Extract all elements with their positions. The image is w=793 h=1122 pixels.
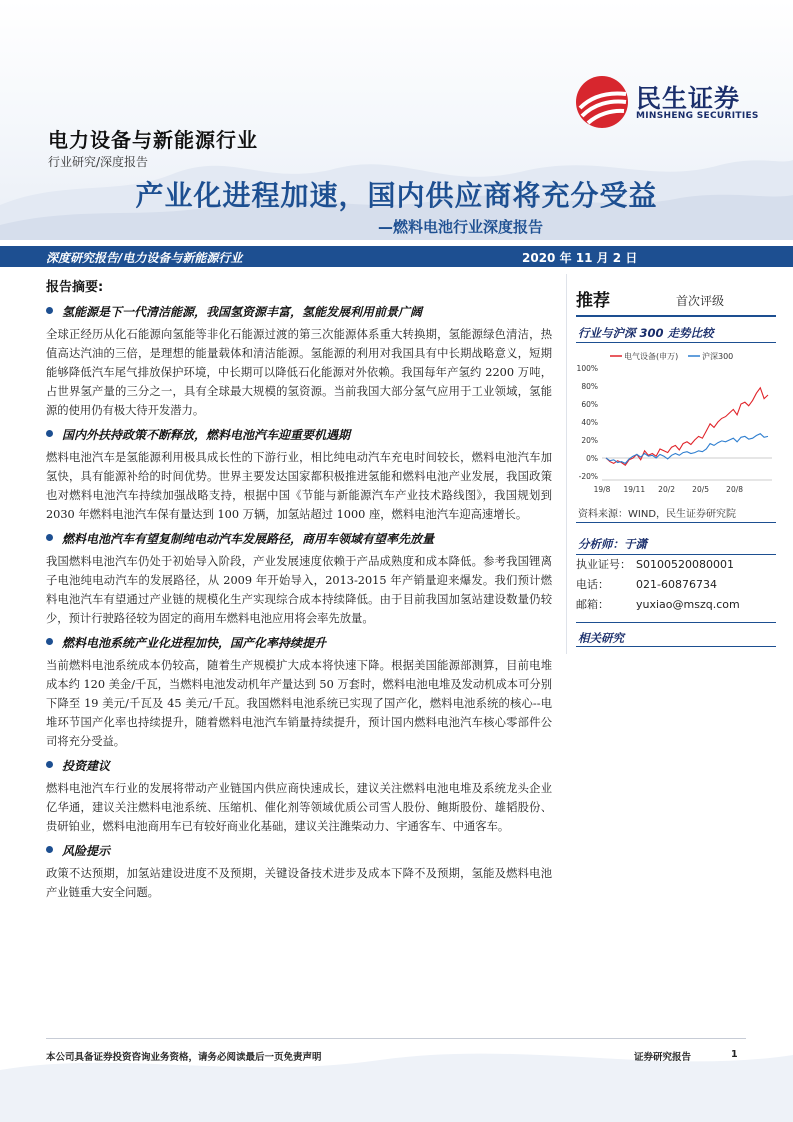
section-heading-text: 投资建议 [62, 759, 111, 773]
analyst-row [576, 575, 776, 595]
x-tick-label: 19/11 [623, 485, 646, 494]
rule-line [576, 622, 776, 623]
logo-mark-icon [574, 74, 630, 130]
section-heading-text: 国内外扶持政策不断释放，燃料电池汽车迎重要机遇期 [62, 428, 351, 442]
y-tick-label: 80% [581, 382, 598, 391]
analyst-info [576, 555, 776, 615]
y-tick-label: 40% [581, 418, 598, 427]
series-line-industry [606, 388, 768, 465]
bullet-icon [46, 534, 53, 541]
info-value: S0100520080001 [636, 558, 734, 571]
logo-english-name: MINSHENG SECURITIES [636, 111, 759, 121]
legend-label-hs300: 沪深300 [702, 352, 734, 361]
y-tick-label: 20% [581, 436, 598, 445]
section-heading [46, 303, 552, 320]
info-label: 邮箱： [576, 598, 609, 611]
footer-label: 证券研究报告 [634, 1052, 692, 1063]
report-type: 行业研究/深度报告 [48, 155, 149, 169]
section-heading-text: 燃料电池汽车有望复制纯电动汽车发展路径，商用车领域有望率先放量 [62, 532, 435, 546]
logo-name: 民生证券 [636, 84, 741, 113]
industry-title: 电力设备与新能源行业 [48, 128, 258, 152]
section-heading [46, 426, 552, 443]
y-tick-label: 60% [581, 400, 598, 409]
legend-label-industry: 电气设备(申万) [624, 352, 679, 361]
x-tick-label: 19/8 [593, 485, 611, 494]
column-divider [566, 274, 567, 654]
info-label: 执业证号： [576, 558, 631, 571]
chart-title: 行业与沪深 300 走势比较 [578, 326, 714, 340]
band-report-category: 深度研究报告/电力设备与新能源行业 [46, 251, 243, 265]
rule-line [576, 315, 776, 317]
section-body: 我国燃料电池汽车仍处于初始导入阶段，产业发展速度依赖于产品成熟度和成本降低。参考我国锂离子电池纯电动汽车的发展路径，从 2009 年开始导入，2013-2015 年产销量迎来爆发。我们预计燃料电池汽车有望通过产业链的规模化生产实现综合成本持续降低。由于目前我国加氢站建设数量仍较少，预计行驶路径较为固定的商用车燃料电池应用将会率先放量。 [46, 555, 552, 625]
chart-source: 资料来源：WIND，民生证券研究院 [578, 509, 737, 520]
info-value: yuxiao@mszq.com [636, 598, 740, 611]
section-heading-text: 燃料电池系统产业化进程加快，国产化率持续提升 [62, 636, 327, 650]
section-heading [46, 757, 552, 774]
bullet-icon [46, 761, 53, 768]
analyst-row [576, 595, 776, 615]
section-heading-text: 氢能源是下一代清洁能源，我国氢资源丰富，氢能发展利用前景广阔 [62, 305, 423, 319]
rule-line [576, 342, 776, 343]
footer-rule [46, 1038, 746, 1039]
y-tick-label: 100% [576, 364, 598, 373]
summary-title: 报告摘要: [46, 280, 104, 295]
y-tick-label: 0% [586, 454, 598, 463]
section-body: 燃料电池汽车行业的发展将带动产业链国内供应商快速成长，建议关注燃料电池电堆及系统龙头企业亿华通，建议关注燃料电池系统、压缩机、催化剂等领域优质公司雪人股份、鲍斯股份、雄韬股份、贵研铂业，燃料电池商用车已有较好商业化基础，建议关注潍柴动力、宇通客车、中通客车。 [46, 782, 552, 833]
footer-disclaimer: 本公司具备证券投资咨询业务资格，请务必阅读最后一页免责声明 [46, 1052, 322, 1063]
info-value: 021-60876734 [636, 578, 717, 591]
analyst-title: 分析师：于潇 [578, 537, 647, 551]
section-heading [46, 530, 552, 547]
rating: 首次评级 [676, 294, 725, 308]
section-heading [46, 634, 552, 651]
bullet-icon [46, 846, 53, 853]
page-number: 1 [731, 1049, 738, 1060]
bullet-icon [46, 307, 53, 314]
analyst-row [576, 555, 776, 575]
report-title: 产业化进程加速，国内供应商将充分受益 [135, 179, 658, 212]
report-subtitle: —燃料电池行业深度报告 [377, 218, 543, 236]
section-body: 政策不达预期，加氢站建设进度不及预期，关键设备技术进步及成本下降不及预期，氢能及燃料电池产业链重大安全问题。 [46, 867, 552, 899]
section-body: 当前燃料电池系统成本仍较高，随着生产规模扩大成本将快速下降。根据美国能源部测算，目前电堆成本约 120 美金/千瓦，当燃料电池发动机年产量达到 50 万套时，燃料电池电堆及发动机成本可分别下降至 19 美元/千瓦及 45 美元/千瓦。我国燃料电池系统已实现了国产化，燃料电池系统的核心--电堆环节国产化率也持续提升，随着燃料电池汽车销量持续提升，预计国内燃料电池汽车核心零部件公司将充分受益。 [46, 659, 552, 748]
trend-chart [572, 346, 778, 498]
y-tick-label: -20% [578, 472, 598, 481]
related-research-title: 相关研究 [578, 631, 624, 645]
section-heading-text: 风险提示 [62, 844, 111, 858]
section-heading [46, 842, 552, 859]
recommendation: 推荐 [576, 291, 610, 311]
section-body: 全球正经历从化石能源向氢能等非化石能源过渡的第三次能源体系重大转换期，氢能源绿色清洁，热值高达汽油的三倍，是理想的能量载体和清洁能源。氢能源的利用对我国具有中长期战略意义，短期能够降低汽车尾气排放保护环境，中长期可以降低石化能源对外依赖。我国每年产氢约 2200 万吨，占世界氢产量的三分之一，具有全球最大规模的氢资源。当前我国大部分氢气应用于工业领域，氢能源的使用仍有极大待开发潜力。 [46, 328, 552, 417]
summary-column [46, 274, 552, 908]
x-tick-label: 20/5 [692, 485, 710, 494]
info-label: 电话： [576, 578, 609, 591]
bullet-icon [46, 430, 53, 437]
rule-line [576, 646, 776, 647]
report-date: 2020 年 11 月 2 日 [522, 251, 638, 265]
bullet-icon [46, 638, 53, 645]
section-body: 燃料电池汽车是氢能源利用极具成长性的下游行业，相比纯电动汽车充电时间较长，燃料电池汽车加氢快，具有能源补给的时间优势。世界主要发达国家都积极推进氢能和燃料电池产业发展，我国政策也对燃料电池汽车持续加强战略支持，根据中国《节能与新能源汽车产业技术路线图》，我国规划到 2030 年燃料电池汽车保有量达到 100 万辆，加氢站超过 1000 座，燃料电池汽车迎高速增长。 [46, 451, 552, 521]
rule-line [576, 522, 776, 523]
x-tick-label: 20/8 [726, 485, 744, 494]
x-tick-label: 20/2 [658, 485, 676, 494]
